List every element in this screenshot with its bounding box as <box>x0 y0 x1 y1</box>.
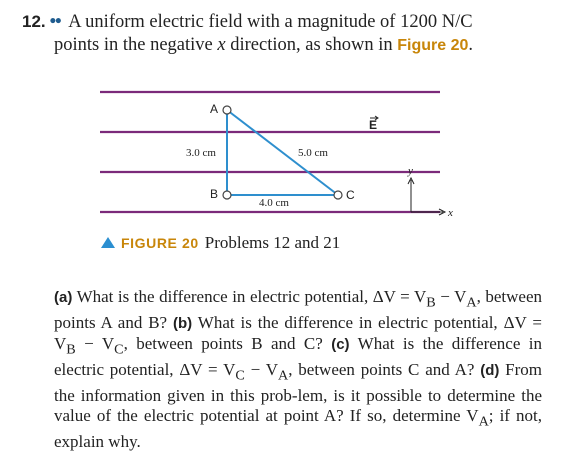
question-list <box>54 287 542 452</box>
question-d: (d) From the information given in this prob-lem, is it possible to determine the value of the electric potential at point A? If so, determine $V_A$; if not, explain why. <box>54 360 543 451</box>
caption-triangle-icon <box>101 237 115 248</box>
side-bc-label: 4.0 cm <box>259 197 289 209</box>
point-c-marker <box>334 191 342 199</box>
axis-y-label: y <box>408 165 413 177</box>
point-c-label: C <box>346 188 355 202</box>
problem-number: 12. <box>22 12 46 31</box>
question-b: (b) What is the difference in electric potential, $\Delta V = V_B - V_C$, between points B and C? <box>54 312 542 358</box>
figure-caption <box>101 233 340 253</box>
question-a: (a) What is the difference in electric potential, $\Delta V = V_B - V_A$, between points A and B? <box>54 287 543 332</box>
figure-reference: Figure 20 <box>397 37 469 54</box>
point-b-label: B <box>210 187 219 201</box>
field-label <box>369 116 378 132</box>
problem-statement <box>22 10 547 57</box>
side-ac-label: 5.0 cm <box>298 147 328 159</box>
svg-text:E: E <box>369 118 378 132</box>
problem-line-2: points in the negative x direction, as shown in Figure 20. <box>54 35 473 55</box>
question-c: (c) What is the difference in electric potential, $\Delta V = V_C - V_A$, between points C and A? <box>54 334 543 384</box>
difficulty-dots: •• <box>49 12 61 32</box>
caption-label: FIGURE 20 <box>121 235 199 251</box>
point-b-marker <box>223 191 231 199</box>
axis-x-label: x <box>448 207 453 219</box>
point-a-label: A <box>210 102 219 116</box>
caption-text: Problems 12 and 21 <box>204 233 341 252</box>
point-a-marker <box>223 106 231 114</box>
side-ab-label: 3.0 cm <box>186 147 216 159</box>
figure-diagram <box>0 80 561 230</box>
problem-line-1: A uniform electric field with a magnitude of 1200 N/C <box>68 12 473 32</box>
